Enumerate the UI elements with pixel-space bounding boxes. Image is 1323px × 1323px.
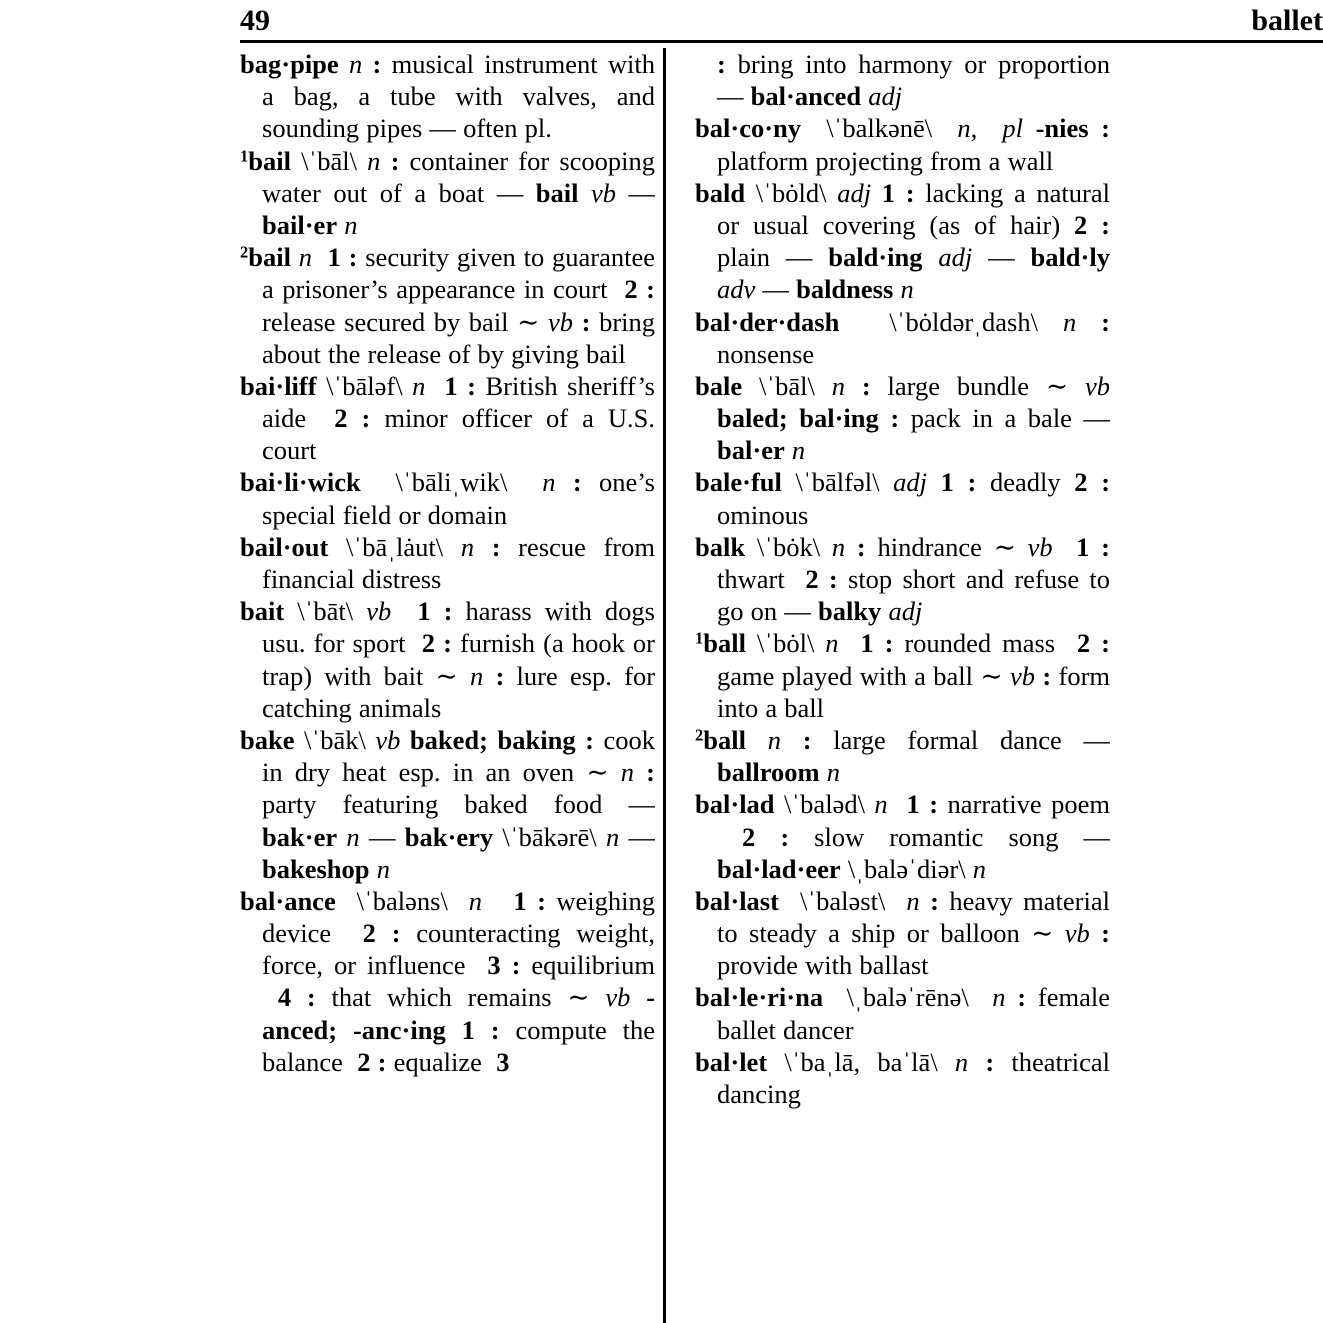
text-columns — [240, 48, 1323, 1323]
dictionary-entry: bal·der·dash \ˈbȯldərˌdash\ n : nonsense — [695, 306, 1110, 369]
dictionary-entry: bail·out \ˈbāˌlȧut\ n : rescue from financial distress — [240, 531, 655, 594]
dictionary-entry: bal·last \ˈbaləst\ n : heavy material to steady a ship or balloon ∼ vb : provide with ballast — [695, 885, 1110, 981]
dictionary-entry: bal·let \ˈbaˌlā, baˈlā\ n : theatrical dancing — [695, 1046, 1110, 1109]
dictionary-entry: $^2$ball n : large formal dance — ballroom n — [695, 724, 1110, 788]
headword: ball — [703, 724, 746, 755]
dictionary-entry: bai·liff \ˈbāləf\ n 1 : British sheriff’s aide 2 : minor officer of a U.S. court — [240, 370, 655, 466]
dictionary-entry: bale·ful \ˈbālfəl\ adj 1 : deadly 2 : ominous — [695, 467, 1110, 530]
dictionary-entry: bai·li·wick \ˈbāliˌwik\ n : one’s special field or domain — [240, 467, 655, 530]
dictionary-entry: bale \ˈbāl\ n : large bundle ∼ vb baled; bal·ing : pack in a bale — bal·er n — [695, 370, 1110, 466]
dictionary-entry: bald \ˈbȯld\ adj 1 : lacking a natural or usual covering (as of hair) 2 : plain — bald·ing adj — bald·ly adv — baldness n — [695, 177, 1110, 305]
headword: bal·der·dash — [695, 306, 840, 337]
dictionary-entry: bait \ˈbāt\ vb 1 : harass with dogs usu. for sport 2 : furnish (a hook or trap) with bait ∼ n : lure esp. for catching animals — [240, 596, 655, 723]
headword: bait — [240, 596, 285, 627]
headword: bal·ance — [240, 885, 336, 916]
headword: bal·let — [695, 1046, 768, 1077]
headword: bale — [695, 370, 743, 401]
page-number: 49 — [240, 4, 270, 37]
headword: bale·ful — [695, 467, 782, 498]
column-right — [695, 48, 1110, 1323]
dictionary-entry: $^1$bail \ˈbāl\ n : container for scooping water out of a boat — bail vb — bail·er n — [240, 145, 655, 240]
headword: bal·last — [695, 885, 779, 916]
entry-continuation: : bring into harmony or proportion — bal·anced adj — [717, 49, 1110, 112]
headword: balk — [695, 531, 746, 562]
dictionary-entry: bag·pipe n : musical instrument with a bag, a tube with valves, and sounding pipes — often pl. — [240, 49, 655, 144]
headword: bal·lad — [695, 789, 775, 820]
header-divider-rule — [240, 40, 1323, 43]
headword: bai·li·wick — [240, 467, 361, 498]
guide-word: ballet — [1251, 4, 1323, 37]
running-head — [240, 0, 1323, 42]
headword: bal·le·ri·na — [695, 982, 824, 1013]
headword: bail — [248, 242, 291, 273]
column-left — [240, 48, 655, 1323]
headword: bail·out — [240, 531, 329, 562]
headword: bald — [695, 177, 746, 208]
headword: ball — [703, 628, 746, 659]
dictionary-entry: balk \ˈbȯk\ n : hindrance ∼ vb 1 : thwart 2 : stop short and refuse to go on — balky adj — [695, 531, 1110, 627]
dictionary-entry: bal·co·ny \ˈbalkənē\ n, pl -nies : platform projecting from a wall — [695, 113, 1110, 176]
headword: bal·co·ny — [695, 113, 802, 144]
headword: bai·liff — [240, 370, 317, 401]
dictionary-entry: bal·lad \ˈbaləd\ n 1 : narrative poem 2 : slow romantic song — bal·lad·eer \ˌbaləˈdiər\ n — [695, 789, 1110, 884]
dictionary-entry: bal·ance \ˈbaləns\ n 1 : weighing device 2 : counteracting weight, force, or influence 3 : equilibrium 4 : that which remains ∼ vb -anced; -anc·ing 1 : compute the balance 2 : equalize 3 — [240, 885, 655, 1077]
dictionary-entry: bal·le·ri·na \ˌbaləˈrēnə\ n : female ballet dancer — [695, 982, 1110, 1045]
headword: bag·pipe — [240, 49, 339, 79]
dictionary-entry: $^2$bail n 1 : security given to guarantee a prisoner’s appearance in court 2 : release secured by bail ∼ vb : bring about the release of by giving bail — [240, 242, 655, 369]
dictionary-entry: bake \ˈbāk\ vb baked; baking : cook in dry heat esp. in an oven ∼ n : party featuring baked food — bak·er n — bak·ery \ˈbākərē\ n — bakeshop n — [240, 724, 655, 884]
headword: bail — [248, 145, 291, 176]
dictionary-entry: $^1$ball \ˈbȯl\ n 1 : rounded mass 2 : game played with a ball ∼ vb : form into a ball — [695, 628, 1110, 723]
headword: bake — [240, 724, 295, 755]
